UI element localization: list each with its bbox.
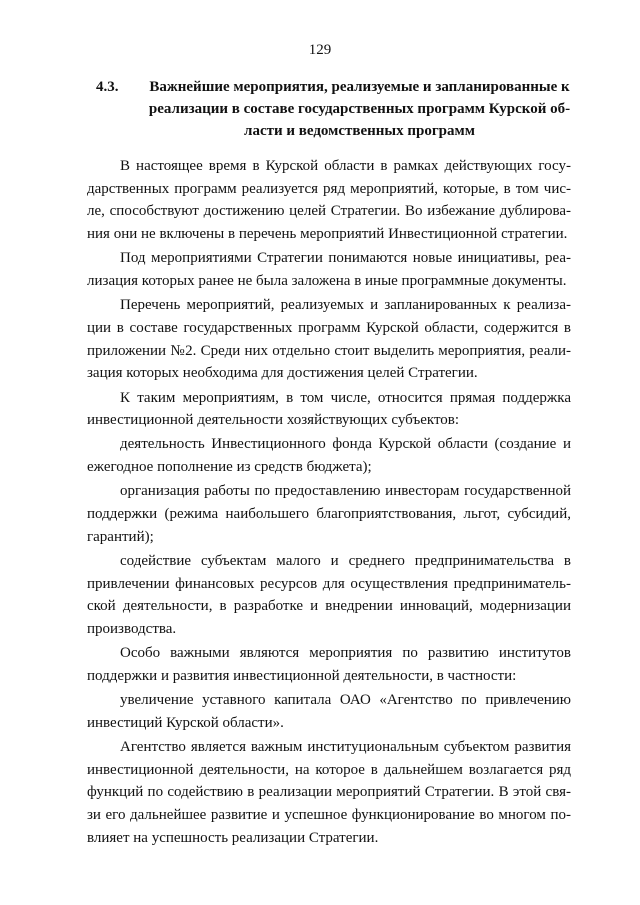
body-text: [87, 155, 571, 851]
section-heading: [96, 76, 576, 142]
paragraph: Особо важными являются мероприятия по развитию институтов поддержки и развития инвестиционной деятельности, в частности:: [87, 645, 571, 684]
paragraph: В настоящее время в Курской области в рамках действующих госу-дарственных программ реализуется ряд мероприятий, которые, в том чис-ле, способствуют достижению целей Стратегии. Во избежание дублирова-ния они не включены в перечень мероприятий Инвестиционной стратегии.: [87, 158, 571, 243]
page-number: 129: [308, 42, 332, 58]
section-title: Важнейшие мероприятия, реализуемые и запланированные к реализации в составе государственных программ Курской об-ласти и ведомственных программ: [148, 79, 571, 139]
paragraph: Агентство является важным институциональным субъектом развития инвестиционной деятельности, на которое в дальнейшем возлагается ряд функций по содействию в реализации мероприятий Стратегии. В этой свя-зи его дальнейшее развитие и успешное функционирование во многом по-влияет на успешность реализации Стратегии.: [87, 739, 571, 846]
list-item: организация работы по предоставлению инвесторам государственной поддержки (режима наибольшего благоприятствования, льгот, субсидий, гарантий);: [87, 483, 571, 545]
list-item: деятельность Инвестиционного фонда Курской области (создание и ежегодное пополнение из средств бюджета);: [87, 436, 571, 476]
paragraph: К таким мероприятиям, в том числе, относится прямая поддержка инвестиционной деятельности хозяйствующих субъектов:: [87, 389, 571, 429]
list-item: содействие субъектам малого и среднего предпринимательства в привлечении финансовых ресурсов для осуществления предприниматель-ской деятельности, в разработке и внедрении инноваций, модернизации производства.: [87, 552, 571, 638]
paragraph: Перечень мероприятий, реализуемых и запланированных к реализа-ции в составе государственных программ Курской области, содержится в приложении №2. Среди них отдельно стоит выделить мероприятия, реали-зация которых необходима для достижения целей Стратегии.: [87, 297, 571, 382]
section-number: 4.3.: [96, 79, 119, 95]
list-item: увеличение уставного капитала ОАО «Агентство по привлечению инвестиций Курской области».: [87, 692, 571, 731]
paragraph: Под мероприятиями Стратегии понимаются новые инициативы, реа-лизация которых ранее не была заложена в иные программные документы.: [87, 250, 571, 290]
